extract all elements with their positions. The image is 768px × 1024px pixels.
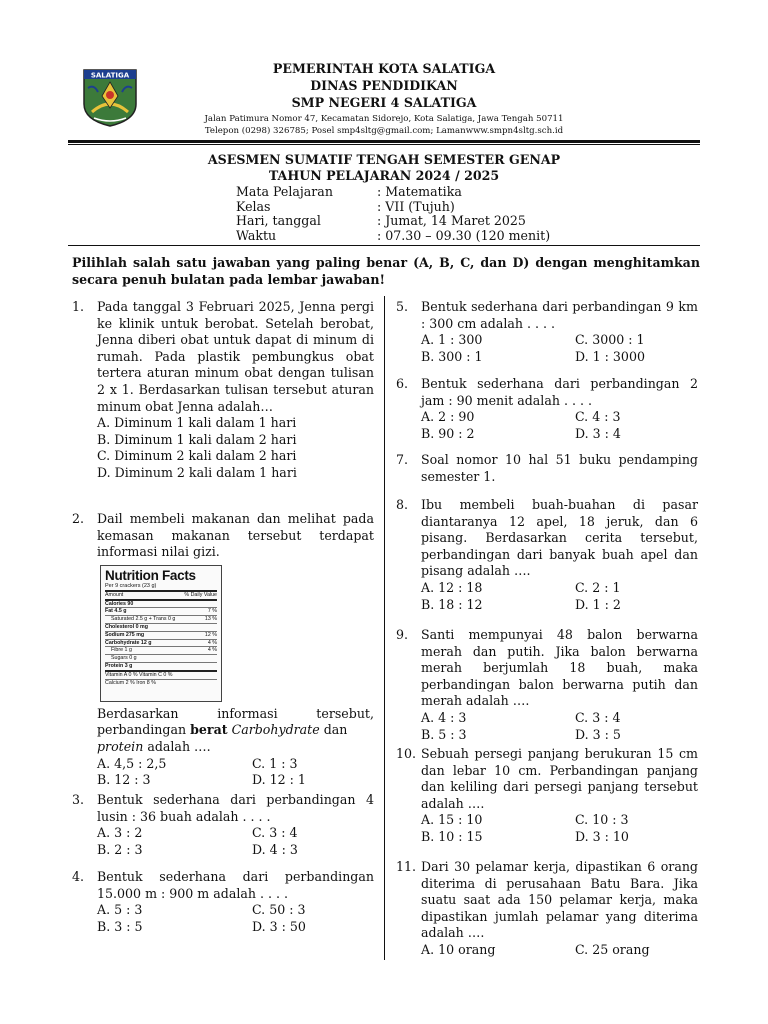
letterhead-department: DINAS PENDIDIKAN xyxy=(310,78,458,93)
option-d[interactable]: D. 1 : 2 xyxy=(575,596,621,612)
question-6 xyxy=(396,376,698,442)
question-text: Soal nomor 10 hal 51 buku pendamping semester 1. xyxy=(421,452,698,484)
question-3 xyxy=(72,792,374,858)
meta-value: : Jumat, 14 Maret 2025 xyxy=(377,213,526,228)
nutrient: Fat 4.5 g xyxy=(105,608,127,615)
nutrient: Sodium 275 mg xyxy=(105,631,145,638)
nutrient: Sugars 0 g xyxy=(111,655,137,662)
option-d[interactable]: D. 3 : 50 xyxy=(252,918,306,934)
letterhead-school: SMP NEGERI 4 SALATIGA xyxy=(291,95,477,110)
nutrient: Calcium 2 % Iron 8 % xyxy=(105,679,156,686)
column-divider xyxy=(384,296,385,960)
emblem-text: SALATIGA xyxy=(90,71,130,80)
letterhead-government: PEMERINTAH KOTA SALATIGA xyxy=(272,61,496,76)
meta-key: Hari, tanggal xyxy=(236,213,321,228)
question-8 xyxy=(396,497,698,613)
option-c[interactable]: C. 4 : 3 xyxy=(575,409,621,425)
followup-italic: protein xyxy=(97,739,144,755)
nutrition-row xyxy=(105,624,217,632)
question-followup xyxy=(97,706,374,756)
meta-key: Mata Pelajaran xyxy=(236,184,333,199)
option-a[interactable]: A. 15 : 10 xyxy=(421,812,483,828)
instructions: Pilihlah salah satu jawaban yang paling benar (A, B, C, dan D) dengan menghitamkan secara penuh bulatan pada lembar jawaban! xyxy=(72,255,700,287)
option-c[interactable]: C. 50 : 3 xyxy=(252,902,306,918)
exam-title xyxy=(68,152,700,184)
meta-key: Kelas xyxy=(236,198,271,214)
salatiga-city-emblem xyxy=(80,66,140,128)
question-number: 4. xyxy=(72,869,85,884)
option-a[interactable]: A. 10 orang xyxy=(421,942,496,958)
question-text: Pada tanggal 3 Februari 2025, Jenna pergi ke klinik untuk berobat. Setelah berobat, Jenna diberi obat untuk dapat di minum di rumah. Pada plastik pembungkus obat tertera aturan minum obat dengan tulisan 2 x 1. Berdasarkan tulisan tersebut aturan minum obat Jenna adalah… xyxy=(97,299,374,414)
question-7 xyxy=(396,452,698,485)
nutrition-header-row xyxy=(105,592,217,601)
option-a[interactable]: A. 3 : 2 xyxy=(97,825,143,841)
nutrition-col-amount: Amount xyxy=(105,591,124,598)
nutrient: Saturated 2.5 g + Trans 0 g xyxy=(111,616,176,623)
question-text: Bentuk sederhana dari perbandingan 9 km : 300 cm adalah . . . . xyxy=(421,299,698,331)
meta-row xyxy=(236,229,550,244)
question-2 xyxy=(72,511,374,789)
nutrition-row xyxy=(105,655,217,663)
question-text: Dari 30 pelamar kerja, dipastikan 6 orang diterima di perusahaan Batu Bara. Jika suatu saat ada 150 pelamar kerja, maka dipastikan jumlah pelamar yang diterima adalah …. xyxy=(421,859,698,941)
nutrient: Carbohydrate 12 g xyxy=(105,639,152,646)
nutrient-dv: 4 % xyxy=(207,647,217,654)
option-c[interactable]: C. Diminum 2 kali dalam 2 hari xyxy=(97,448,297,464)
option-a[interactable]: A. 1 : 300 xyxy=(421,332,483,348)
meta-key: Waktu xyxy=(236,227,277,243)
nutrient: Calories 90 xyxy=(105,600,134,607)
question-number: 6. xyxy=(396,376,409,391)
nutrition-row xyxy=(105,647,217,655)
option-a[interactable]: A. 4 : 3 xyxy=(421,710,467,726)
option-a[interactable]: A. 4,5 : 2,5 xyxy=(97,755,167,771)
question-5 xyxy=(396,299,698,365)
question-11 xyxy=(396,859,698,959)
option-d[interactable]: D. 12 : 1 xyxy=(252,772,306,788)
meta-row xyxy=(236,200,550,215)
header-divider xyxy=(68,140,700,143)
nutrition-col-dv: % Daily Value xyxy=(184,591,217,598)
option-c[interactable]: C. 3 : 4 xyxy=(252,825,298,841)
question-number: 10. xyxy=(396,746,417,761)
question-number: 5. xyxy=(396,299,409,314)
question-text: Bentuk sederhana dari perbandingan 2 jam : 90 menit adalah . . . . xyxy=(421,376,698,408)
meta-row xyxy=(236,185,550,200)
nutrient-dv: 12 % xyxy=(204,631,217,638)
question-10 xyxy=(396,746,698,846)
option-b[interactable]: B. 2 : 3 xyxy=(97,841,143,857)
question-number: 1. xyxy=(72,299,85,314)
followup-bold: berat xyxy=(190,722,228,738)
option-a[interactable]: A. 12 : 18 xyxy=(421,580,483,596)
question-number: 11. xyxy=(396,859,417,874)
meta-value: : Matematika xyxy=(377,184,462,199)
nutrient: Cholesterol 0 mg xyxy=(105,624,148,631)
nutrient: Vitamin A 0 % Vitamin C 0 % xyxy=(105,671,173,678)
nutrition-row xyxy=(105,616,217,624)
followup-italic: Carbohydrate xyxy=(231,722,320,738)
meta-row xyxy=(236,214,550,229)
letterhead xyxy=(150,60,618,137)
nutrient: Protein 3 g xyxy=(105,663,133,669)
nutrition-row xyxy=(105,672,217,680)
question-number: 3. xyxy=(72,792,85,807)
option-d[interactable]: D. 3 : 10 xyxy=(575,829,629,845)
option-b[interactable]: B. Diminum 1 kali dalam 2 hari xyxy=(97,431,297,447)
question-number: 7. xyxy=(396,452,409,467)
nutrient: Fibre 1 g xyxy=(111,647,132,654)
letterhead-contact: Telepon (0298) 326785; Posel smp4sltg@gmail.com; Lamanwww.smpn4sltg.sch.id xyxy=(204,126,564,136)
meta-value: : 07.30 – 09.30 (120 menit) xyxy=(377,227,551,243)
exam-meta xyxy=(236,185,550,243)
option-c[interactable]: C. 10 : 3 xyxy=(575,812,629,828)
option-c[interactable]: C. 3000 : 1 xyxy=(575,332,645,348)
question-text: Santi mempunyai 48 balon berwarna merah dan putih. Jika balon berwarna merah berjumlah 18 buah, maka perbandingan balon berwarna putih dan merah adalah …. xyxy=(421,627,698,709)
option-c[interactable]: C. 3 : 4 xyxy=(575,710,621,726)
nutrition-row xyxy=(105,680,217,687)
question-number: 8. xyxy=(396,497,409,512)
question-number: 2. xyxy=(72,511,85,526)
question-text: Dail membeli makanan dan melihat pada kemasan makanan tersebut terdapat informasi nilai gizi. xyxy=(97,511,374,560)
nutrition-row xyxy=(105,663,217,672)
nutrition-row xyxy=(105,601,217,609)
question-1 xyxy=(72,299,374,482)
nutrition-serving: Per 9 crackers (23 g) xyxy=(105,583,217,592)
nutrient-dv: 13 % xyxy=(204,616,217,623)
option-d[interactable]: D. Diminum 2 kali dalam 1 hari xyxy=(97,465,297,481)
question-text: Bentuk sederhana dari perbandingan 4 lusin : 36 buah adalah . . . . xyxy=(97,792,374,824)
nutrition-title: Nutrition Facts xyxy=(105,567,196,583)
meta-value: : VII (Tujuh) xyxy=(377,198,455,214)
option-b[interactable]: B. 18 : 12 xyxy=(421,596,483,612)
question-9 xyxy=(396,627,698,743)
option-b[interactable]: B. 90 : 2 xyxy=(421,425,475,441)
option-a[interactable]: A. Diminum 1 kali dalam 1 hari xyxy=(97,415,297,431)
option-b[interactable]: B. 12 : 3 xyxy=(97,772,151,788)
nutrient-dv: 4 % xyxy=(207,639,217,646)
followup-text: adalah …. xyxy=(143,739,211,755)
question-text: Sebuah persegi panjang berukuran 15 cm dan lebar 10 cm. Perbandingan panjang dan keliling dari persegi panjang tersebut adalah …. xyxy=(421,746,698,811)
option-b[interactable]: B. 5 : 3 xyxy=(421,726,467,742)
followup-text: dan xyxy=(319,722,348,738)
question-text: Bentuk sederhana dari perbandingan 15.000 m : 900 m adalah . . . . xyxy=(97,869,374,901)
option-d[interactable]: D. 3 : 4 xyxy=(575,425,621,441)
header-divider-thin xyxy=(68,144,700,145)
option-d[interactable]: D. 3 : 5 xyxy=(575,726,621,742)
option-a[interactable]: A. 5 : 3 xyxy=(97,902,143,918)
nutrition-row xyxy=(105,632,217,640)
option-c[interactable]: C. 25 orang xyxy=(575,942,650,958)
option-b[interactable]: B. 3 : 5 xyxy=(97,918,143,934)
option-d[interactable]: D. 4 : 3 xyxy=(252,841,298,857)
question-4 xyxy=(72,869,374,935)
letterhead-address: Jalan Patimura Nomor 47, Kecamatan Sidorejo, Kota Salatiga, Jawa Tengah 50711 xyxy=(204,114,564,124)
option-d[interactable]: D. 1 : 3000 xyxy=(575,348,645,364)
nutrition-row xyxy=(105,640,217,648)
followup-text: Berdasarkan informasi tersebut, perbandingan xyxy=(97,705,374,738)
exam-title-line1: ASESMEN SUMATIF TENGAH SEMESTER GENAP xyxy=(207,152,561,167)
meta-divider xyxy=(68,245,700,246)
question-text: Ibu membeli buah-buahan di pasar diantaranya 12 apel, 18 jeruk, dan 6 pisang. Berdasarkan cerita tersebut, perbandingan dari banyak buah apel dan pisang adalah …. xyxy=(421,497,698,579)
option-b[interactable]: B. 10 : 15 xyxy=(421,829,483,845)
nutrient-dv: 7 % xyxy=(207,608,217,615)
nutrition-facts-label xyxy=(100,565,222,702)
option-b[interactable]: B. 300 : 1 xyxy=(421,348,483,364)
option-c[interactable]: C. 1 : 3 xyxy=(252,755,298,771)
nutrition-row xyxy=(105,608,217,616)
question-number: 9. xyxy=(396,627,409,642)
option-c[interactable]: C. 2 : 1 xyxy=(575,580,621,596)
exam-title-line2: TAHUN PELAJARAN 2024 / 2025 xyxy=(268,168,500,183)
option-a[interactable]: A. 2 : 90 xyxy=(421,409,475,425)
